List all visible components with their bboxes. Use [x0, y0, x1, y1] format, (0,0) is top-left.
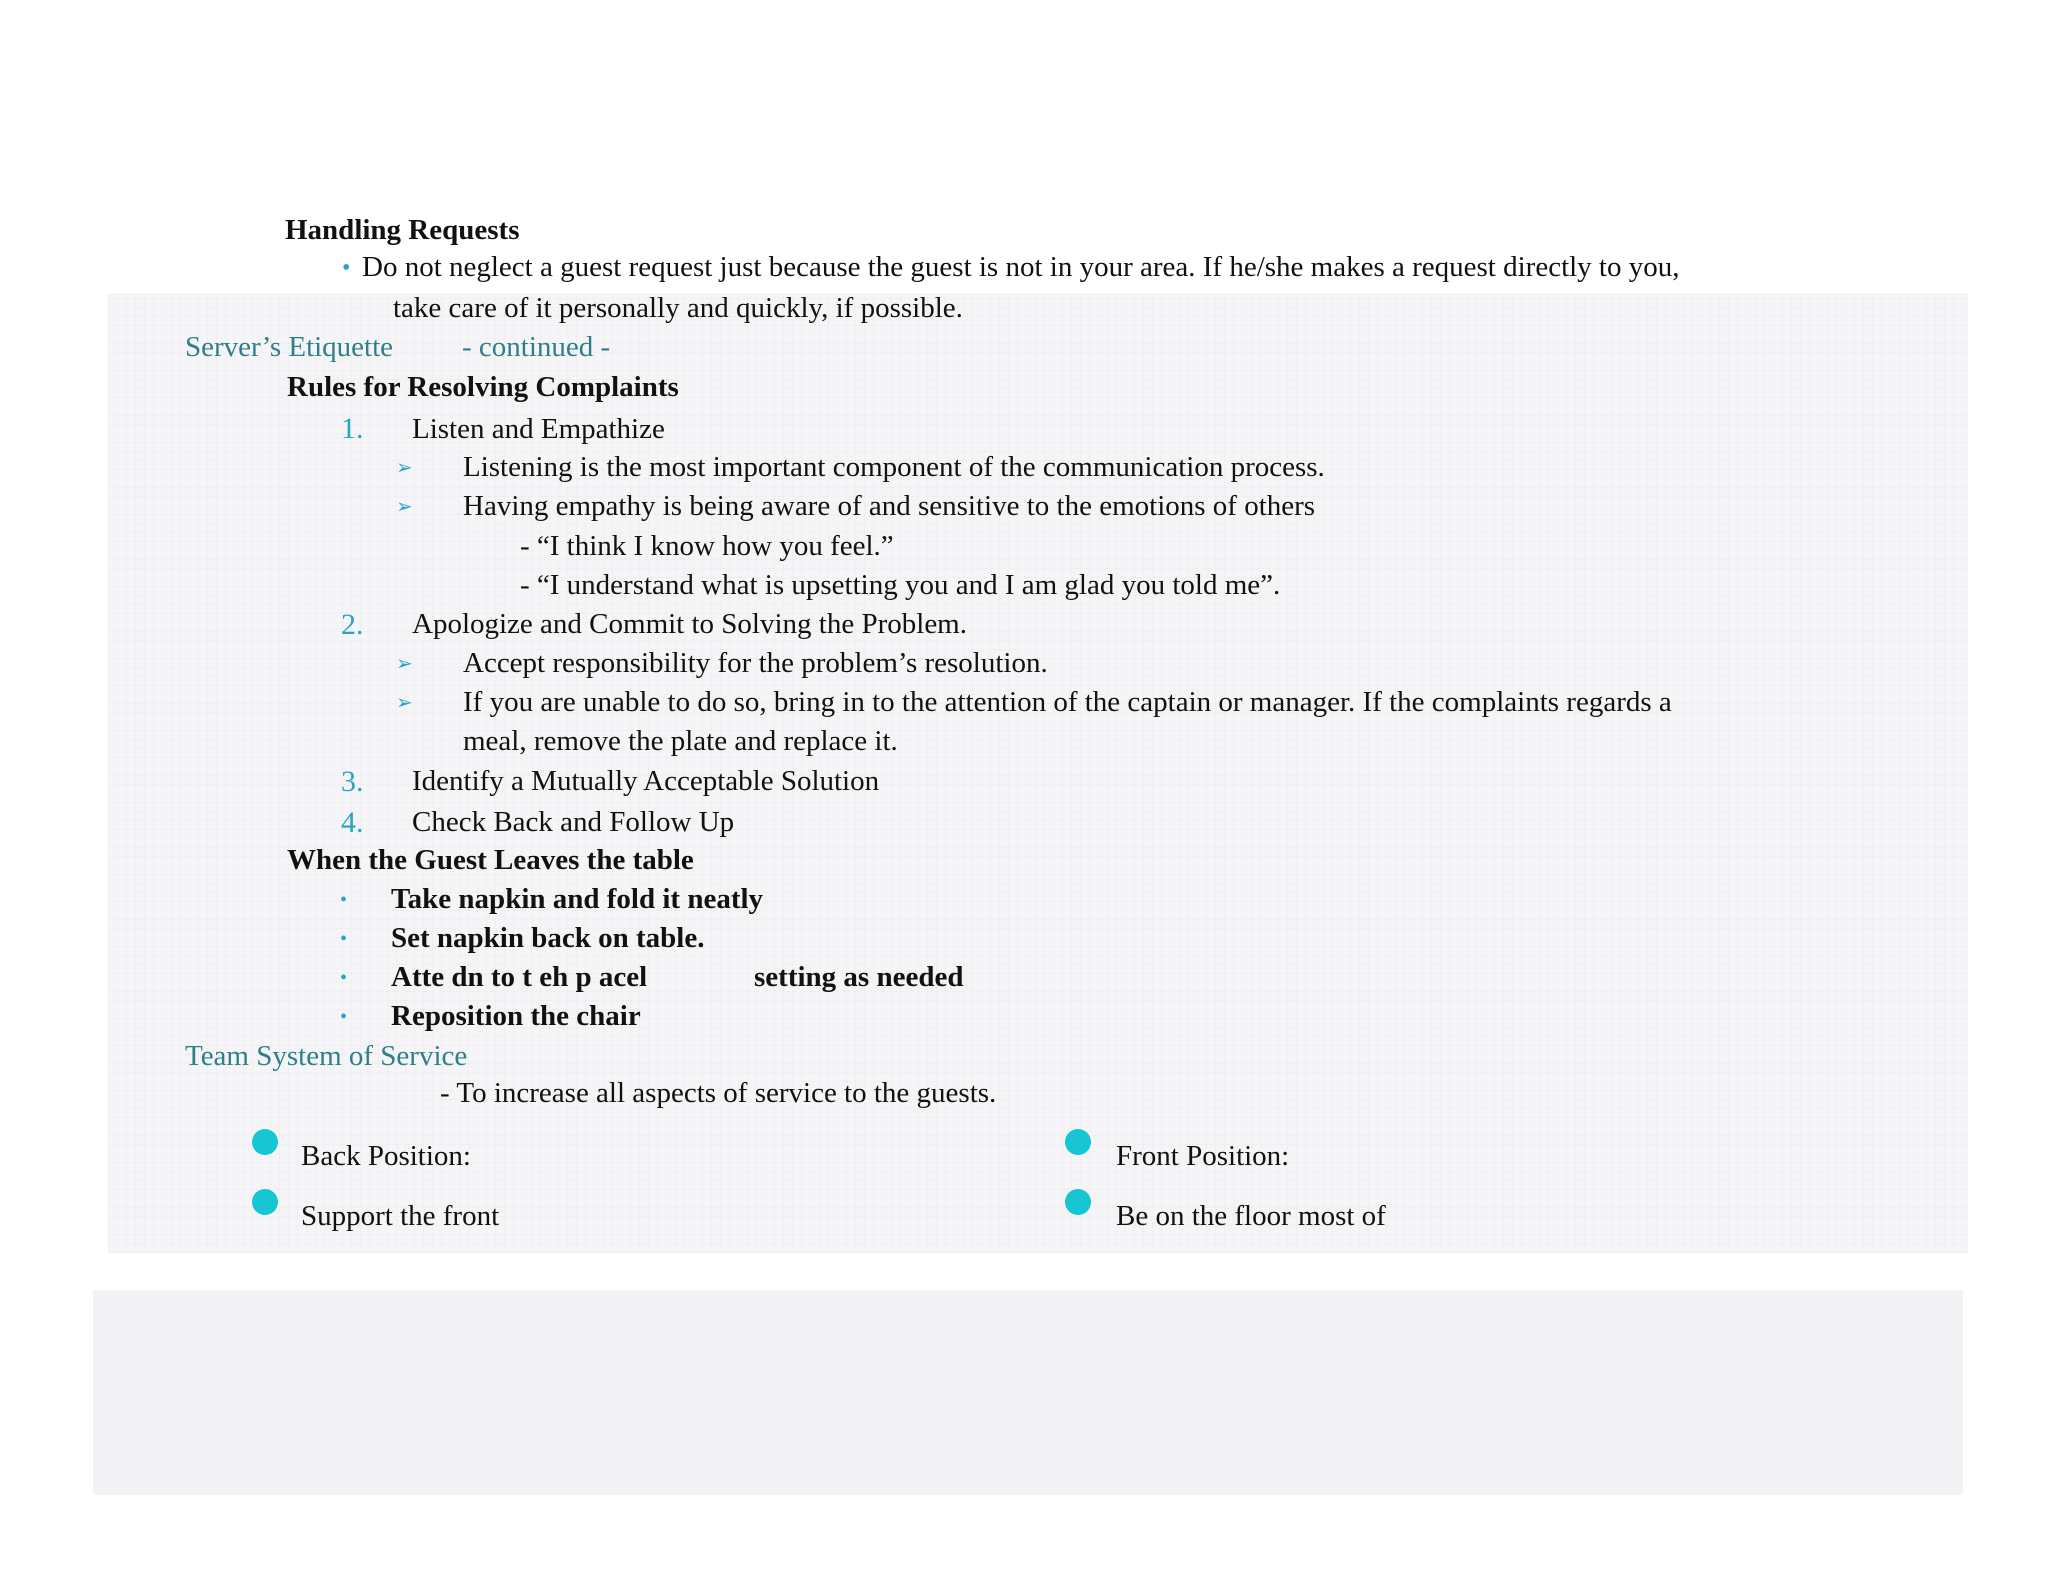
slide-background-lower — [93, 1290, 1963, 1495]
section-title-servers-etiquette: Server’s Etiquette — [185, 331, 394, 363]
step-2-sub-2-continuation: meal, remove the plate and replace it. — [463, 725, 898, 757]
bullet-icon: • — [340, 967, 348, 989]
step-1-sub-2: Having empathy is being aware of and sensitive to the emotions of others — [463, 490, 1316, 522]
handling-requests-text-line2: take care of it personally and quickly, if possible. — [393, 292, 963, 324]
step-2-sub-1: Accept responsibility for the problem’s resolution. — [463, 647, 1048, 679]
bullet-icon: • — [342, 255, 351, 281]
list-number-1: 1. — [341, 412, 364, 445]
arrow-bullet-icon: ➢ — [396, 496, 413, 518]
quote-1: - “I think I know how you feel.” — [520, 530, 894, 562]
quote-2: - “I understand what is upsetting you and I am glad you told me”. — [520, 569, 1281, 601]
dot-bullet-icon — [1065, 1129, 1091, 1155]
guest-leaves-item-3: Atte dn to t eh p acel — [391, 961, 648, 993]
section-title-team-system: Team System of Service — [185, 1040, 468, 1072]
arrow-bullet-icon: ➢ — [396, 653, 413, 675]
slide-background — [108, 293, 1968, 1253]
guest-leaves-item-1: Take napkin and fold it neatly — [391, 883, 764, 915]
front-position-heading: Front Position: — [1116, 1140, 1290, 1172]
step-2-label: Apologize and Commit to Solving the Problem. — [412, 608, 967, 640]
step-3-label: Identify a Mutually Acceptable Solution — [412, 765, 880, 797]
step-1-sub-1: Listening is the most important component of the communication process. — [463, 451, 1325, 483]
step-1-label: Listen and Empathize — [412, 413, 665, 445]
complaints-heading: Rules for Resolving Complaints — [287, 371, 679, 403]
section-continued-label: - continued - — [462, 331, 611, 363]
handling-requests-heading: Handling Requests — [285, 214, 520, 246]
bullet-icon: • — [340, 1006, 348, 1028]
guest-leaves-item-2: Set napkin back on table. — [391, 922, 705, 954]
guest-leaves-item-3-tail: setting as needed — [754, 961, 964, 993]
back-position-heading: Back Position: — [301, 1140, 471, 1172]
list-number-2: 2. — [341, 608, 364, 641]
team-system-subtitle: - To increase all aspects of service to the guests. — [440, 1077, 997, 1109]
handling-requests-text-line1: Do not neglect a guest request just because the guest is not in your area. If he/she makes a request directly to you, — [362, 251, 1680, 283]
guest-leaves-heading: When the Guest Leaves the table — [287, 844, 694, 876]
dot-bullet-icon — [252, 1129, 278, 1155]
dot-bullet-icon — [252, 1189, 278, 1215]
list-number-3: 3. — [341, 765, 364, 798]
front-position-item: Be on the floor most of — [1116, 1200, 1386, 1232]
back-position-item: Support the front — [301, 1200, 500, 1232]
guest-leaves-item-4: Reposition the chair — [391, 1000, 641, 1032]
step-2-sub-2: If you are unable to do so, bring in to the attention of the captain or manager. If the complaints regards a — [463, 686, 1672, 718]
dot-bullet-icon — [1065, 1189, 1091, 1215]
arrow-bullet-icon: ➢ — [396, 692, 413, 714]
bullet-icon: • — [340, 889, 348, 911]
list-number-4: 4. — [341, 806, 364, 839]
bullet-icon: • — [340, 928, 348, 950]
step-4-label: Check Back and Follow Up — [412, 806, 735, 838]
arrow-bullet-icon: ➢ — [396, 457, 413, 479]
